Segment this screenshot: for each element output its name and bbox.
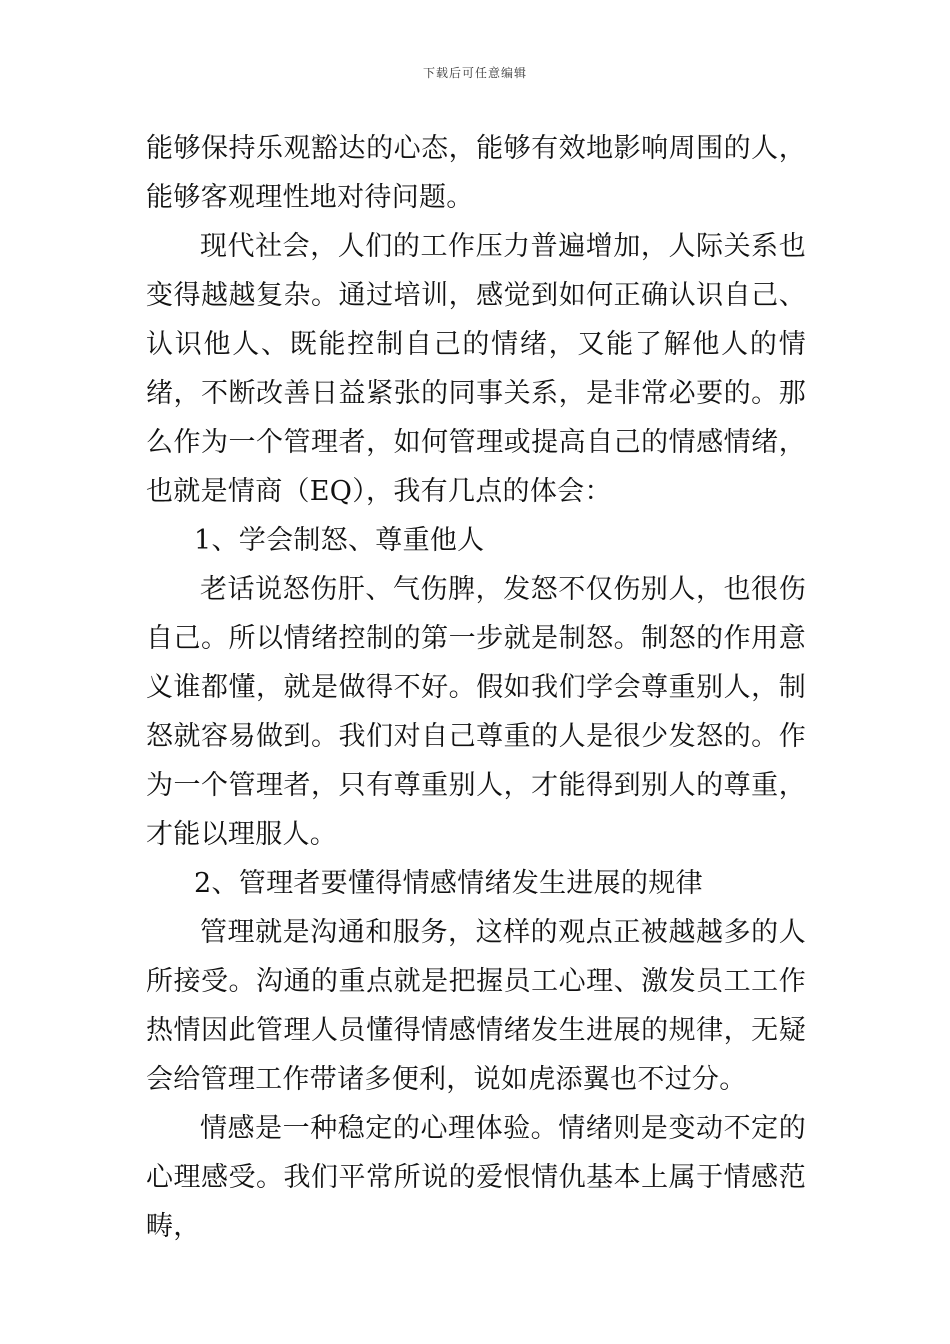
section-heading: 2、管理者要懂得情感情绪发生进展的规律 [194,868,703,899]
paragraph: 老话说怒伤肝、气伤脾，发怒不仅伤别人，也很伤自己。所以情绪控制的第一步就是制怒。制怒的作用意义谁都懂，就是做得不好。假如我们学会尊重别人，制怒就容易做到。我们对自己尊重的人是很少发怒的。作为一个管理者，只有尊重别人，才能得到别人的尊重，才能以理服人。 [146,574,806,850]
paragraph: 现代社会，人们的工作压力普遍增加，人际关系也变得越越复杂。通过培训，感觉到如何正确认识自己、认识他人、既能控制自己的情绪，又能了解他人的情绪，不断改善日益紧张的同事关系，是非常必要的。那么作为一个管理者，如何管理或提高自己的情感情绪，也就是情商（EQ），我有几点的体会： [146,231,806,507]
document-body [146,124,806,1251]
paragraph: 情感是一种稳定的心理体验。情绪则是变动不定的心理感受。我们平常所说的爱恨情仇基本上属于情感范畴， [146,1113,806,1242]
section-heading: 1、学会制怒、尊重他人 [194,525,485,556]
paragraph-continuation: 能够保持乐观豁达的心态，能够有效地影响周围的人，能够客观理性地对待问题。 [146,133,806,213]
paragraph: 管理就是沟通和服务，这样的观点正被越越多的人所接受。沟通的重点就是把握员工心理、激发员工工作热情因此管理人员懂得情感情绪发生进展的规律，无疑会给管理工作带诸多便利，说如虎添翼也不过分。 [146,917,806,1095]
page-header: 下载后可任意编辑 [422,66,527,80]
